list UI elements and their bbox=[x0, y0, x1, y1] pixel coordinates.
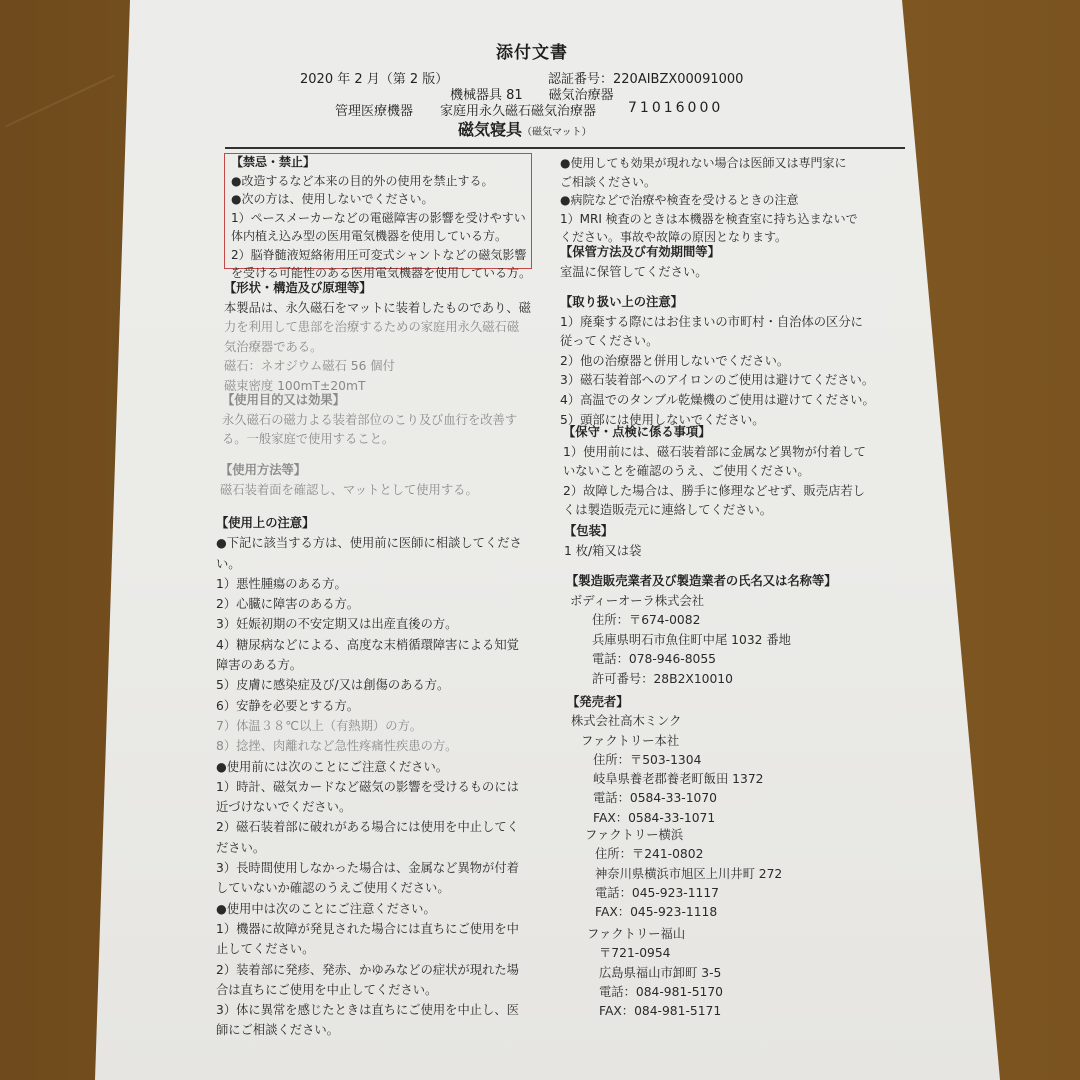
text-line: 3）体に異常を感じたときは直ちにご使用を中止し、医 bbox=[216, 1003, 519, 1018]
manufacturer-postal: 住所：〒674-0082 bbox=[592, 613, 701, 628]
section-heading: 【製造販売業者及び製造業者の氏名又は名称等】 bbox=[566, 574, 837, 588]
text-line: 1）ペースメーカーなどの電磁障害の影響を受けやすい bbox=[231, 210, 526, 225]
section-heading: 【使用方法等】 bbox=[220, 463, 307, 477]
product-name-sub: （磁気マット） bbox=[522, 127, 592, 138]
text-line: 本製品は、永久磁石をマットに装着したものであり、磁 bbox=[224, 300, 531, 315]
text-line: 5）頭部には使用しないでください。 bbox=[560, 412, 765, 427]
contraindication-section bbox=[231, 153, 531, 283]
branch-name: ファクトリー福山 bbox=[587, 927, 686, 941]
branch-fax: FAX：045-923-1118 bbox=[595, 905, 718, 920]
branch-address: 広島県福山市卸町 3-5 bbox=[599, 965, 722, 980]
text-line: ください。事故や故障の原因となります。 bbox=[560, 230, 788, 244]
packaging-section bbox=[564, 522, 641, 561]
text-line: 8）捻挫、肉離れなど急性疼痛性疾患の方。 bbox=[216, 739, 458, 754]
product-name bbox=[458, 117, 592, 140]
device-class-line: 機械器具 81 磁気治療器 bbox=[450, 88, 614, 103]
jmdn-code: 71016000 bbox=[628, 100, 724, 116]
text-line: る。一般家庭で使用すること。 bbox=[222, 432, 395, 447]
branch-name: ファクトリー本社 bbox=[581, 733, 680, 748]
text-line: 磁束密度 100mT±20mT bbox=[224, 378, 366, 393]
text-line: 1）時計、磁気カードなど磁気の影響を受けるものには bbox=[216, 779, 519, 794]
section-heading: 【使用目的又は効果】 bbox=[222, 393, 345, 407]
text-line: 従ってください。 bbox=[560, 334, 659, 349]
storage-section bbox=[560, 243, 720, 282]
text-line: ●次の方は、使用しないでください。 bbox=[231, 192, 434, 206]
branch-address: 神奈川県横浜市旭区上川井町 272 bbox=[595, 866, 783, 881]
manufacturer-phone: 電話：078-946-8055 bbox=[592, 652, 717, 667]
text-line: していないか確認のうえご使用ください。 bbox=[216, 881, 450, 896]
purpose-section bbox=[222, 391, 517, 450]
branch-address: 岐阜県養老郡養老町飯田 1372 bbox=[593, 772, 764, 787]
text-line: 2）故障した場合は、勝手に修理などせず、販売店若し bbox=[563, 483, 865, 498]
branch-fax: FAX：0584-33-1071 bbox=[593, 810, 716, 825]
generic-name: 家庭用永久磁石磁気治療器 bbox=[440, 104, 597, 119]
text-line: ださい。 bbox=[216, 840, 266, 855]
text-line: ●下記に該当する方は、使用前に医師に相談してくださ bbox=[216, 536, 522, 551]
text-line: 永久磁石の磁力よる装着部位のこり及び血行を改善す bbox=[222, 412, 518, 427]
document-title: 添付文書 bbox=[496, 43, 568, 63]
text-line: 2）装着部に発疹、発赤、かゆみなどの症状が現れた場 bbox=[216, 962, 519, 977]
text-line: 3）妊娠初期の不安定期又は出産直後の方。 bbox=[216, 617, 458, 632]
manufacturer-section bbox=[566, 572, 837, 690]
product-name-main: 磁気寝具 bbox=[458, 120, 523, 139]
text-line: い。 bbox=[216, 556, 241, 571]
text-line: 6）安静を必要とする方。 bbox=[216, 698, 360, 713]
section-heading: 【発売者】 bbox=[567, 695, 629, 709]
section-heading: 【包装】 bbox=[564, 524, 614, 538]
branch-fax: FAX：084-981-5171 bbox=[599, 1004, 722, 1019]
section-heading: 【保守・点検に係る事項】 bbox=[563, 425, 711, 439]
section-heading: 【使用上の注意】 bbox=[216, 516, 315, 530]
header-divider bbox=[225, 147, 905, 149]
text-line: 室温に保管してください。 bbox=[560, 264, 708, 279]
text-line: ●改造するなど本来の目的外の使用を禁止する。 bbox=[231, 173, 494, 188]
manufacturer-company: ボディーオーラ株式会社 bbox=[570, 593, 705, 608]
branch-fukuyama bbox=[587, 925, 723, 1021]
branch-yokohama bbox=[585, 826, 782, 922]
section-heading: 【形状・構造及び原理等】 bbox=[224, 281, 372, 295]
text-line: ご相談ください。 bbox=[560, 174, 657, 189]
text-line: いないことを確認のうえ、ご使用ください。 bbox=[563, 464, 810, 479]
text-line: 力を利用して患部を治療するための家庭用永久磁石磁 bbox=[224, 320, 520, 335]
manufacturer-address: 兵庫県明石市魚住町中尾 1032 番地 bbox=[592, 632, 791, 647]
text-line: 体内植え込み型の医用電気機器を使用している方。 bbox=[231, 229, 508, 243]
distributor-section bbox=[567, 693, 763, 828]
text-line: ●使用前には次のことにご注意ください。 bbox=[216, 759, 449, 774]
branch-phone: 電話：045-923-1117 bbox=[595, 885, 720, 900]
date-edition: 2020 年 2 月（第 2 版） bbox=[300, 72, 449, 87]
text-line: 1 枚/箱又は袋 bbox=[564, 543, 642, 558]
text-line: 5）皮膚に感染症及び/又は創傷のある方。 bbox=[216, 678, 450, 693]
text-line: 7）体温３８℃以上（有熱期）の方。 bbox=[216, 718, 423, 733]
text-line: 2）脳脊髄液短絡術用圧可変式シャントなどの磁気影響 bbox=[231, 247, 527, 262]
precautions-section bbox=[216, 513, 522, 1041]
handling-section bbox=[560, 293, 875, 430]
right-intro-section bbox=[560, 154, 858, 247]
branch-phone: 電話：0584-33-1070 bbox=[593, 791, 718, 806]
text-line: 気治療器である。 bbox=[224, 339, 323, 354]
text-line: 2）他の治療器と併用しないでください。 bbox=[560, 353, 790, 368]
text-line: 1）悪性腫瘍のある方。 bbox=[216, 576, 347, 591]
device-category: 管理医療機器 bbox=[335, 104, 414, 119]
text-line: 3）磁石装着部へのアイロンのご使用は避けてください。 bbox=[560, 373, 875, 388]
branch-name: ファクトリー横浜 bbox=[585, 828, 684, 842]
text-line: 磁石装着面を確認し、マットとして使用する。 bbox=[220, 482, 478, 497]
structure-section bbox=[224, 279, 531, 397]
section-heading: 【取り扱い上の注意】 bbox=[560, 295, 683, 309]
text-line: 3）長時間使用しなかった場合は、金属など異物が付着 bbox=[216, 861, 519, 876]
section-heading: 【禁忌・禁止】 bbox=[231, 155, 316, 169]
maintenance-section bbox=[563, 423, 866, 521]
text-line: ●使用しても効果が現れない場合は医師又は専門家に bbox=[560, 156, 847, 170]
certification-number: 認証番号：220AIBZX00091000 bbox=[548, 72, 744, 87]
manufacturer-license: 許可番号：28B2X10010 bbox=[592, 671, 733, 686]
text-line: 近づけないでください。 bbox=[216, 800, 352, 815]
branch-postal: 住所：〒241-0802 bbox=[595, 847, 704, 862]
text-line: 磁石：ネオジウム磁石 56 個付 bbox=[224, 359, 395, 374]
text-line: 師にご相談ください。 bbox=[216, 1023, 339, 1038]
text-line: 合は直ちにご使用を中止してください。 bbox=[216, 982, 438, 997]
text-line: ●使用中は次のことにご注意ください。 bbox=[216, 901, 436, 916]
text-line: 1）機器に故障が発見された場合には直ちにご使用を中 bbox=[216, 921, 519, 936]
text-line: 2）心臓に障害のある方。 bbox=[216, 597, 360, 612]
text-line: 1）使用前には、磁石装着部に金属など異物が付着して bbox=[563, 444, 866, 459]
text-line: 4）高温でのタンブル乾燥機のご使用は避けてください。 bbox=[560, 392, 875, 407]
branch-phone: 電話：084-981-5170 bbox=[599, 984, 724, 999]
branch-postal: 住所：〒503-1304 bbox=[593, 752, 702, 767]
text-line: 障害のある方。 bbox=[216, 658, 303, 673]
text-line: 1）廃棄する際にはお住まいの市町村・自治体の区分に bbox=[560, 314, 863, 329]
section-heading: 【保管方法及び有効期間等】 bbox=[560, 245, 720, 259]
text-line: 2）磁石装着部に破れがある場合には使用を中止してく bbox=[216, 820, 519, 835]
branch-postal: 〒721-0954 bbox=[599, 946, 671, 961]
text-line: を受ける可能性のある医用電気機器を使用している方。 bbox=[231, 266, 532, 280]
text-line: くは製造販売元に連絡してください。 bbox=[563, 503, 773, 518]
usage-section bbox=[220, 461, 478, 500]
text-line: 止してください。 bbox=[216, 942, 315, 957]
text-line: 1）MRI 検査のときは本機器を検査室に持ち込まないで bbox=[560, 211, 858, 226]
text-line: 4）糖尿病などによる、高度な末梢循環障害による知覚 bbox=[216, 637, 519, 652]
distributor-company: 株式会社高木ミンク bbox=[571, 714, 682, 729]
text-line: ●病院などで治療や検査を受けるときの注意 bbox=[560, 193, 799, 207]
